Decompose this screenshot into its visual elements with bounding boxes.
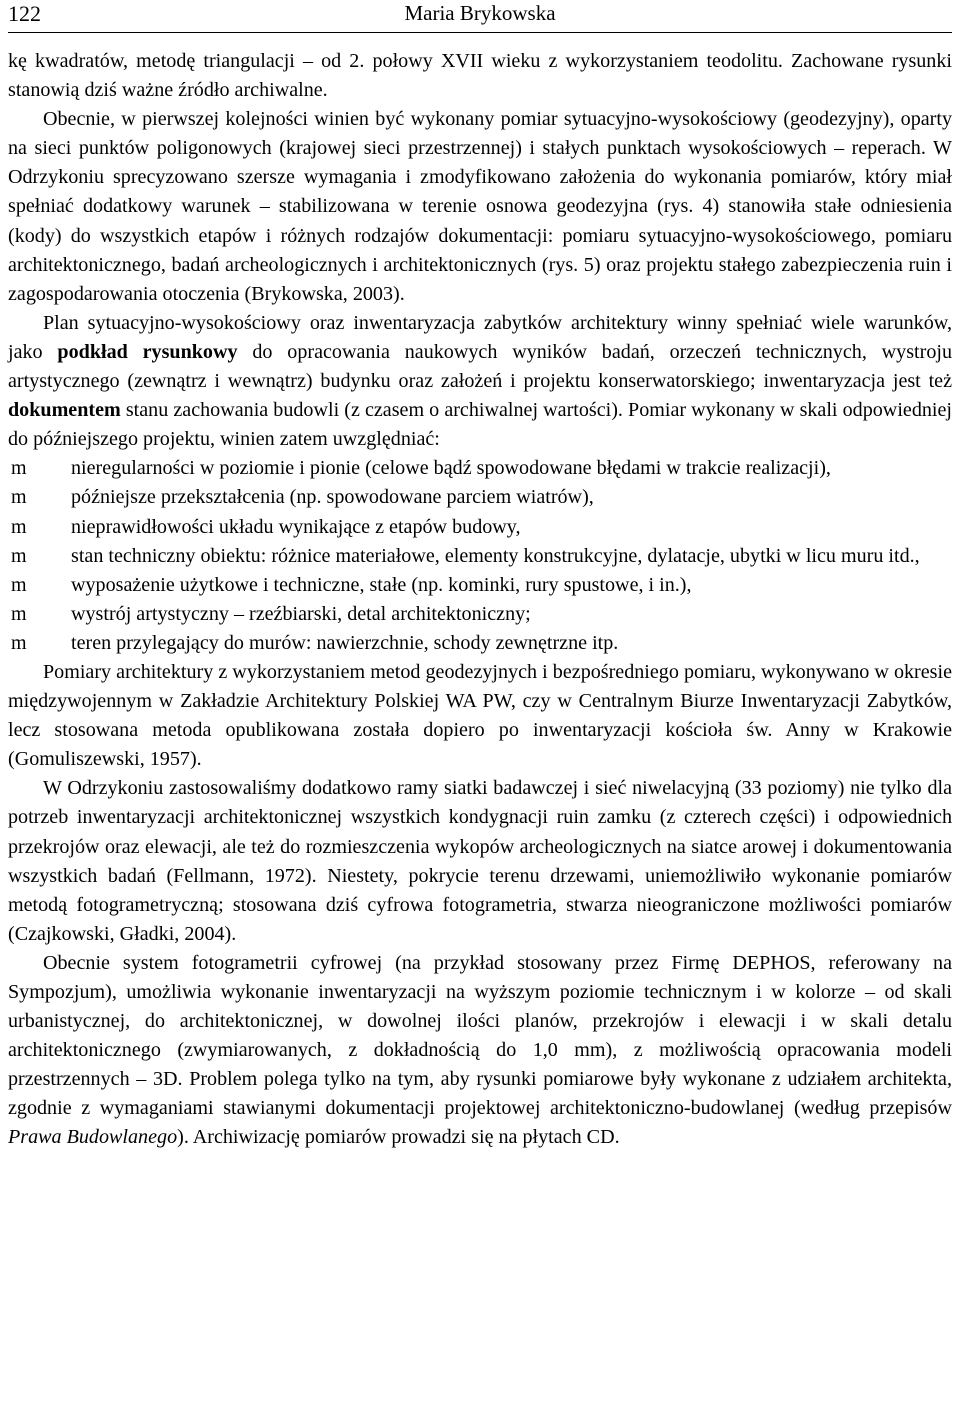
list-item-text: teren przylegający do murów: nawierzchnie, schody zewnętrzne itp. bbox=[71, 631, 619, 654]
page-header bbox=[8, 0, 952, 33]
bullet-icon: m bbox=[11, 631, 27, 654]
paragraph-4: Pomiary architektury z wykorzystaniem metod geodezyjnych i bezpośredniego pomiaru, wykonywano w okresie międzywojennym w Zakładzie Architektury Polskiej WA PW, czy w Centralnym Biurze Inwentaryzacji Zabytków, lecz stosowana metoda opublikowana została dopiero po inwentaryzacji kościoła św. Anny w Krakowie (Gomuliszewski, 1957). bbox=[8, 660, 952, 771]
bold-term-document: dokumentem bbox=[8, 399, 121, 422]
paragraph-2: Obecnie, w pierwszej kolejności winien być wykonany pomiar sytuacyjno-wysokościowy (geodezyjny), oparty na sieci punktów poligonowych (krajowej sieci przestrzennej) i stałych punktach wysokościowych – reperach. W Odrzykoniu sprecyzowano szersze wymagania i zmodyfikowano założenia do wykonania pomiarów, który miał spełniać dodatkowy warunek – stabilizowana w terenie osnowa geodezyjna (rys. 4) stanowiła stałe odniesienia (kody) do wszystkich etapów i różnych rodzajów dokumentacji: pomiaru sytuacyjno-wysokościowego, pomiaru architektonicznego, badań archeologicznych i architektonicznych (rys. 5) oraz projektu stałego zabezpieczenia ruin i zagospodarowania otoczenia (Brykowska, 2003). bbox=[8, 108, 952, 305]
list-item-text: stan techniczny obiektu: różnice materiałowe, elementy konstrukcyjne, dylatacje, ubytki w licu muru itd., bbox=[71, 544, 920, 567]
paragraph-5: W Odrzykoniu zastosowaliśmy dodatkowo ramy siatki badawczej i sieć niwelacyjną (33 poziomy) nie tylko dla potrzeb inwentaryzacji architektonicznej wszystkich kondygnacji ruin zamku (z czterech części) i odpowiednich przekrojów oraz elewacji, ale też do rozmieszczenia wykopów archeologicznych na siatce arowej i dokumentowania wszystkich badań (Fellmann, 1972). Niestety, pokrycie terenu drzewami, uniemożliwiło wykonanie pomiarów metodą fotogrametryczną; stosowana dziś cyfrowa fotogrametria, stwarza nieograniczone możliwości pomiarów (Czajkowski, Gładki, 2004). bbox=[8, 777, 952, 945]
list-item bbox=[8, 600, 952, 629]
bullet-icon: m bbox=[11, 515, 27, 538]
list-item-text: nieregularności w poziomie i pionie (celowe bądź spowodowane błędami w trakcie realizacji), bbox=[71, 457, 831, 480]
paragraph-3-text-c: do opracowania naukowych wyników badań, orzeczeń technicznych, wystroju artystycznego (zewnątrz i wewnątrz) budynku oraz założeń i projektu konserwatorskiego; inwentaryzacja jest też bbox=[8, 340, 952, 393]
bullet-list bbox=[8, 454, 952, 658]
list-item bbox=[8, 483, 952, 512]
paragraph-3-text-a: Plan sytuacyjno-wysokościowy oraz inwentaryzacja zabytków architektury winny spełniać wiele warunków, jako bbox=[8, 311, 952, 363]
paragraph-6 bbox=[8, 949, 952, 1153]
list-item bbox=[8, 513, 952, 542]
bullet-icon: m bbox=[11, 602, 27, 625]
bold-term-drawing-base: podkład rysunkowy bbox=[57, 340, 238, 363]
paragraph-6-text-c: ). Archiwizację pomiarów prowadzi się na płytach CD. bbox=[177, 1126, 620, 1149]
body-text bbox=[8, 47, 952, 1153]
italic-title-building-law: Prawa Budowlanego bbox=[8, 1126, 178, 1149]
bullet-icon: m bbox=[11, 457, 27, 480]
list-item-text: nieprawidłowości układu wynikające z etapów budowy, bbox=[71, 515, 521, 538]
paragraph-3 bbox=[8, 309, 952, 454]
bullet-icon: m bbox=[11, 544, 27, 567]
running-head-author: Maria Brykowska bbox=[404, 1, 556, 25]
list-item-text: wystrój artystyczny – rzeźbiarski, detal architektoniczny; bbox=[71, 602, 531, 625]
bullet-icon: m bbox=[11, 573, 27, 596]
paragraph-3-text-e: stanu zachowania budowli (z czasem o archiwalnej wartości). Pomiar wykonany w skali odpowiedniej do późniejszego projektu, winien zatem uwzględniać: bbox=[8, 399, 952, 451]
list-item bbox=[8, 454, 952, 483]
bullet-icon: m bbox=[11, 486, 27, 509]
list-item-text: późniejsze przekształcenia (np. spowodowane parciem wiatrów), bbox=[71, 486, 594, 509]
paragraph-6-text-a: Obecnie system fotogrametrii cyfrowej (na przykład stosowany przez Firmę DEPHOS, referowany na Sympozjum), umożliwia wykonanie inwentaryzacji na wyższym poziomie technicznym i w kolorze – od skali urbanistycznej, do architektonicznej, w dowolnej ilości planów, przekrojów i elewacji i w skali detalu architektonicznego (zwymiarowanych, z dokładnością do 1,0 mm), z możliwością opracowania modeli przestrzennych – 3D. Problem polega tylko na tym, aby rysunki pomiarowe były wykonane z udziałem architekta, zgodnie z wymaganiami stawianymi dokumentacji projektowej architektoniczno-budowlanej (według przepisów bbox=[8, 951, 952, 1120]
paragraph-1: kę kwadratów, metodę triangulacji – od 2. połowy XVII wieku z wykorzystaniem teodolitu. Zachowane rysunki stanowią dziś ważne źródło archiwalne. bbox=[8, 50, 952, 102]
list-item-text: wyposażenie użytkowe i techniczne, stałe (np. kominki, rury spustowe, i in.), bbox=[71, 573, 692, 596]
list-item bbox=[8, 542, 952, 571]
page-number: 122 bbox=[8, 1, 41, 26]
list-item bbox=[8, 571, 952, 600]
list-item bbox=[8, 629, 952, 658]
